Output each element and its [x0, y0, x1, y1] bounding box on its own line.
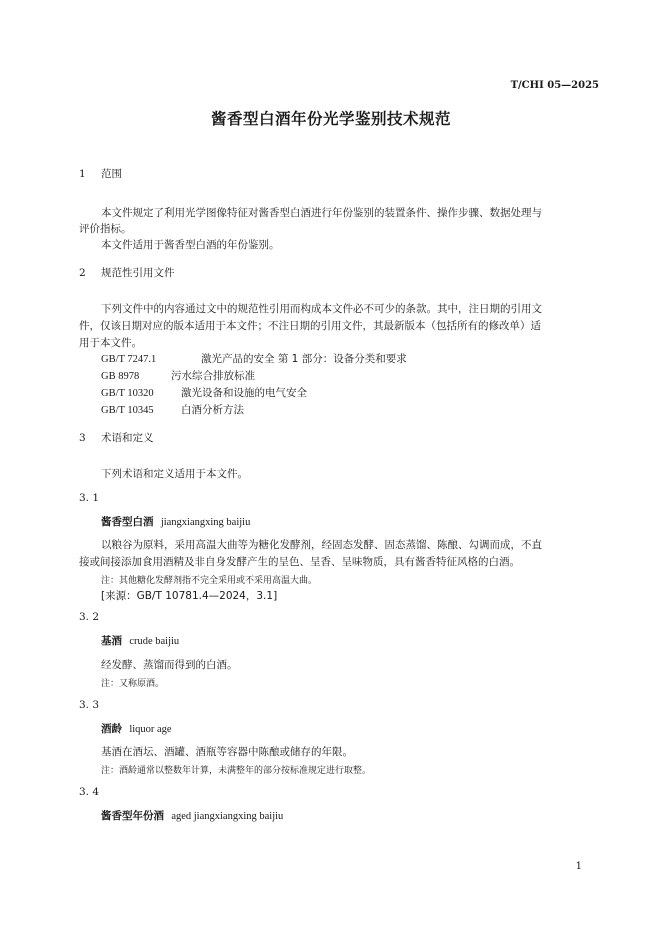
page-number: 1: [575, 861, 582, 872]
reference-code: GB/T 7247.1: [101, 354, 157, 365]
reference-item: [101, 385, 307, 400]
term-definition-line1: 以粮谷为原料，采用高温大曲等为糖化发酵剂，经固态发酵、固态蒸馏、陈酿、勾调而成，不直: [101, 539, 542, 551]
section-2-intro-line3: 用于本文件。: [79, 337, 142, 349]
reference-code: GB/T 10320: [101, 388, 154, 399]
reference-item: [101, 351, 407, 366]
term-name-cn: 酱香型年份酒: [101, 810, 164, 822]
term-name-en: jiangxiangxing baijiu: [160, 517, 251, 528]
term-name-cn: 酱香型白酒: [101, 516, 154, 528]
term-name: [101, 808, 283, 823]
term-definition-line1: 基酒在酒坛、酒罐、酒瓶等容器中陈酿或储存的年限。: [101, 746, 353, 758]
term-name-cn: 酒龄: [101, 723, 122, 735]
section-2-intro-line1: 下列文件中的内容通过文中的规范性引用而构成本文件必不可少的条款。其中，注日期的引用文: [101, 303, 542, 315]
term-number: 3. 2: [79, 611, 100, 623]
term-name-en: liquor age: [129, 724, 172, 735]
reference-title: 白酒分析方法: [181, 404, 244, 416]
reference-item: [101, 402, 244, 417]
term-note: 注：又称原酒。: [101, 679, 165, 689]
section-title: 规范性引用文件: [101, 267, 175, 279]
term-number: 3. 1: [79, 492, 100, 504]
section-title: 范围: [101, 168, 122, 180]
term-number: 3. 4: [79, 786, 100, 798]
term-name-cn: 基酒: [101, 635, 122, 647]
term-note: 注：其他糖化发酵剂指不完全采用或不采用高温大曲。: [101, 576, 318, 586]
document-title: 酱香型白酒年份光学鉴别技术规范: [210, 110, 451, 128]
term-name: [101, 721, 172, 736]
reference-code: GB 8978: [101, 371, 140, 382]
section-1-para1-line2: 评价指标。: [79, 223, 132, 235]
section-number: 3: [79, 432, 86, 444]
reference-item: [101, 368, 255, 383]
section-number: 2: [79, 267, 86, 279]
term-definition-line1: 经发酵、蒸馏而得到的白酒。: [101, 659, 238, 671]
reference-code: GB/T 10345: [101, 405, 154, 416]
term-name-en: aged jiangxiangxing baijiu: [171, 811, 284, 822]
section-1-para2: 本文件适用于酱香型白酒的年份鉴别。: [101, 239, 280, 251]
section-2-intro-line2: 件，仅该日期对应的版本适用于本文件；不注日期的引用文件，其最新版本（包括所有的修改单）适: [79, 320, 541, 332]
term-source: [来源：GB/T 10781.4—2024，3.1]: [101, 590, 278, 602]
document-code: T/CHI 05—2025: [510, 80, 599, 91]
term-name: [101, 633, 179, 648]
term-name: [101, 514, 250, 529]
term-name-en: crude baijiu: [129, 636, 180, 647]
section-3-intro: 下列术语和定义适用于本文件。: [101, 468, 248, 480]
section-number: 1: [79, 168, 86, 180]
term-definition-line2: 接或间接添加食用酒精及非自身发酵产生的呈色、呈香、呈味物质，具有酱香特征风格的白酒。: [79, 556, 520, 568]
reference-title: 污水综合排放标准: [171, 370, 255, 382]
section-3-heading: [79, 430, 154, 445]
section-1-para1-line1: 本文件规定了利用光学图像特征对酱香型白酒进行年份鉴别的装置条件、操作步骤、数据处理与: [101, 207, 542, 219]
section-1-heading: [79, 166, 122, 181]
term-number: 3. 3: [79, 699, 100, 711]
section-title: 术语和定义: [101, 432, 154, 444]
section-2-heading: [79, 265, 175, 280]
term-note: 注：酒龄通常以整数年计算，未满整年的部分按标准规定进行取整。: [101, 766, 372, 776]
reference-title: 激光产品的安全 第 1 部分：设备分类和要求: [201, 353, 407, 365]
reference-title: 激光设备和设施的电气安全: [181, 387, 307, 399]
